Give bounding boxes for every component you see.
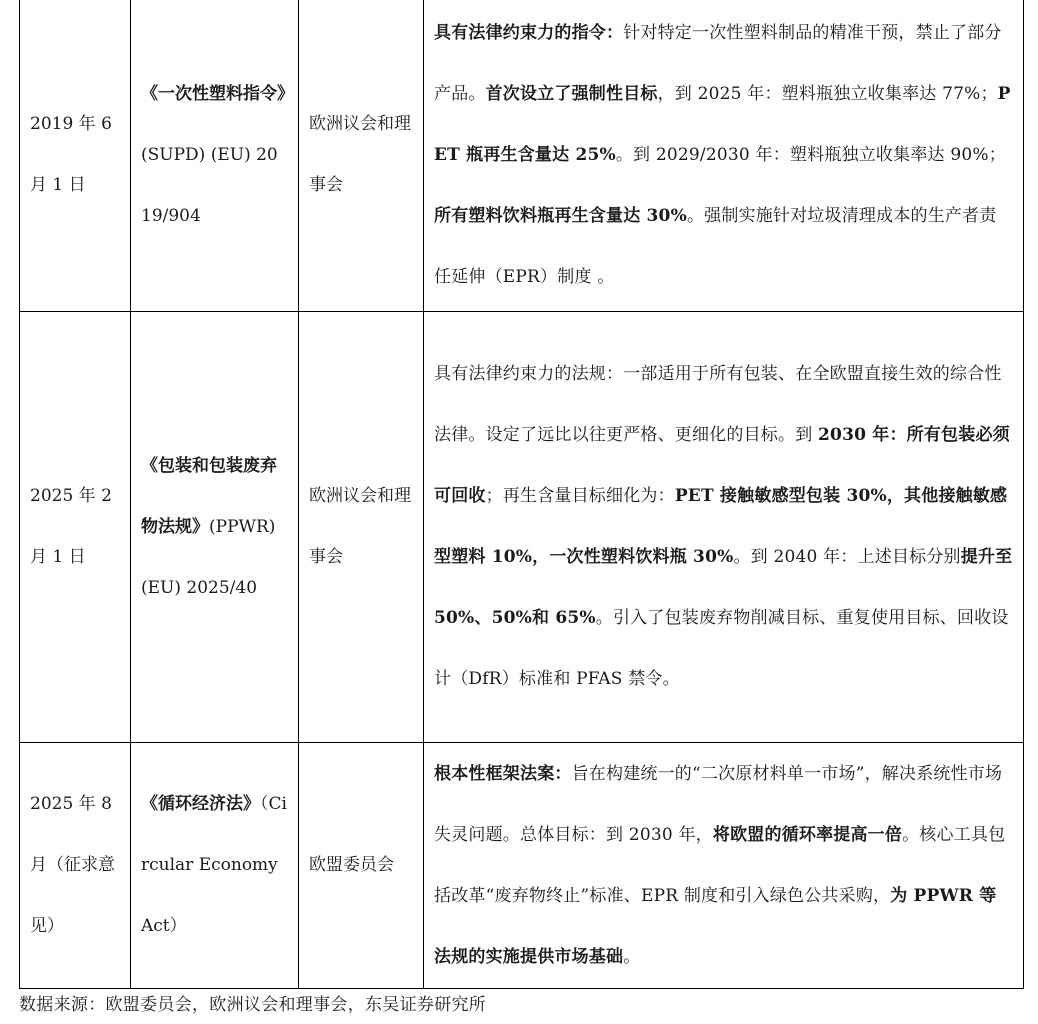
description-cell: 具有法律约束力的指令：针对特定一次性塑料制品的精准干预，禁止了部分产品。首次设立了强制性目标，到 2025 年：塑料瓶独立收集率达 77%；PET 瓶再生含量达 25%。到 2029/2030 年：塑料瓶独立收集率达 90%；所有塑料饮料瓶再生含量达 30%。强制实施针对垃圾清理成本的生产者责任延伸（EPR）制度 。 bbox=[424, 0, 1024, 312]
date-cell: 2025 年 2 月 1 日 bbox=[20, 312, 131, 743]
policy-table bbox=[19, 0, 1024, 989]
table-row bbox=[20, 312, 1024, 743]
date-cell: 2019 年 6 月 1 日 bbox=[20, 0, 131, 312]
issuer-cell: 欧洲议会和理事会 bbox=[299, 312, 424, 743]
date-cell: 2025 年 8 月（征求意见） bbox=[20, 743, 131, 989]
regulation-name-cell: 《一次性塑料指令》(SUPD) (EU) 2019/904 bbox=[131, 0, 299, 312]
data-source-note: 数据来源：欧盟委员会，欧洲议会和理事会，东吴证券研究所 bbox=[19, 995, 487, 1015]
description-cell: 具有法律约束力的法规：一部适用于所有包装、在全欧盟直接生效的综合性法律。设定了远比以往更严格、更细化的目标。到 2030 年：所有包装必须可回收；再生含量目标细化为：PET 接触敏感型包装 30%，其他接触敏感型塑料 10%，一次性塑料饮料瓶 30%。到 2040 年：上述目标分别提升至 50%、50%和 65%。引入了包装废弃物削减目标、重复使用目标、回收设计（DfR）标准和 PFAS 禁令。 bbox=[424, 312, 1024, 743]
issuer-cell: 欧盟委员会 bbox=[299, 743, 424, 989]
table-row bbox=[20, 743, 1024, 989]
table-row bbox=[20, 0, 1024, 312]
issuer-cell: 欧洲议会和理事会 bbox=[299, 0, 424, 312]
regulation-name-cell: 《循环经济法》（Circular Economy Act） bbox=[131, 743, 299, 989]
description-cell: 根本性框架法案：旨在构建统一的“二次原材料单一市场”，解决系统性市场失灵问题。总体目标：到 2030 年，将欧盟的循环率提高一倍。核心工具包括改革“废弃物终止”标准、EPR 制度和引入绿色公共采购，为 PPWR 等法规的实施提供市场基础。 bbox=[424, 743, 1024, 989]
regulation-name-cell: 《包装和包装废弃物法规》(PPWR) (EU) 2025/40 bbox=[131, 312, 299, 743]
